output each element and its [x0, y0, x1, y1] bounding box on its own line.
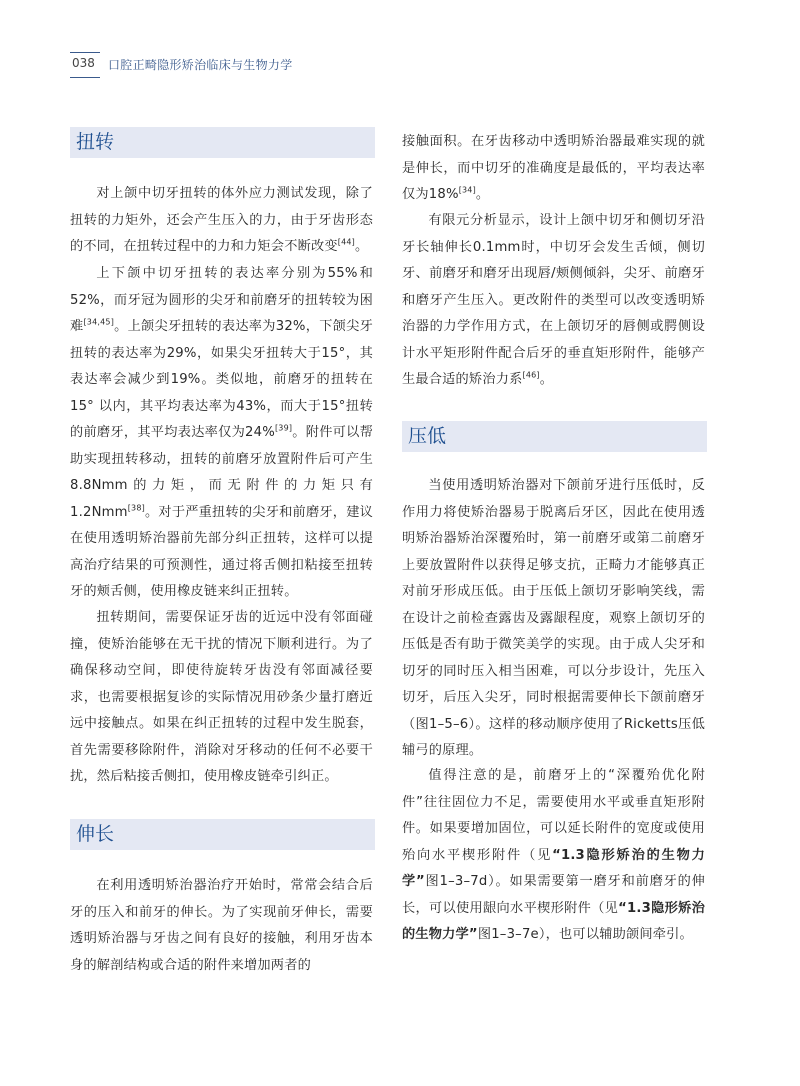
paragraph-rotation-1: 对上颌中切牙扭转的体外应力测试发现，除了扭转的力矩外，还会产生压入的力，由于牙齿形态的不同，在扭转过程中的力和力矩会不断改变[44]。	[70, 186, 373, 254]
paragraph-extrusion-1: 在利用透明矫治器治疗开始时，常常会结合后牙的压入和前牙的伸长。为了实现前牙伸长，需要透明矫治器与牙齿之间有良好的接触，利用牙齿本身的解剖结构或合适的附件来增加两者的	[70, 878, 373, 973]
cross-reference: “1.3隐形矫治的生物力学”	[402, 847, 705, 889]
citation: [39]	[274, 423, 293, 433]
paragraph-intrusion-1: 当使用透明矫治器对下颌前牙进行压低时，反作用力将使矫治器易于脱离后牙区，因此在使用透明矫治器矫治深覆殆时，第一前磨牙或第二前磨牙上要放置附件以获得足够支抗，正畸力才能够真正对前牙形成压低。由于压低上颌切牙影响笑线，需在设计之前检查露齿及露龈程度，观察上颌切牙的压低是否有助于微笑美学的实现。由于成人尖牙和切牙的同时压入相当困难，可以分步设计，先压入切牙，后压入尖牙，同时根据需要伸长下颌前磨牙（图1–5–6）。这样的移动顺序使用了Ricketts压低辅弓的原理。	[402, 478, 705, 758]
citation: [46]	[522, 370, 540, 380]
paragraph-extrusion-2: 有限元分析显示，设计上颌中切牙和侧切牙沿牙长轴伸长0.1mm时，中切牙会发生舌倾，侧切牙、前磨牙和磨牙出现唇/颊侧倾斜，尖牙、前磨牙和磨牙产生压入。更改附件的类型可以改变透明矫治器的力学作用方式，在上颌切牙的唇侧或腭侧设计水平矩形附件配合后牙的垂直矩形附件，能够产生最合适的矫治力系[46]。	[402, 213, 705, 387]
paragraph-intrusion-2: 值得注意的是，前磨牙上的“深覆殆优化附件”往往固位力不足，需要使用水平或垂直矩形附件。如果要增加固位，可以延长附件的宽度或使用殆向水平楔形附件（见“1.3隐形矫治的生物力学”图1–3–7d）。如果需要第一磨牙和前磨牙的伸长，可以使用龈向水平楔形附件（见“1.3隐形矫治的生物力学”图1–3–7e），也可以辅助颌间牵引。	[402, 768, 705, 942]
citation: [34,45]	[83, 317, 115, 327]
page-number: 038	[72, 56, 95, 70]
citation: [38]	[127, 503, 145, 513]
running-header-title: 口腔正畸隐形矫治临床与生物力学	[108, 58, 293, 72]
header-rule-bottom	[70, 77, 100, 78]
citation: [44]	[337, 237, 355, 247]
section-heading-intrusion: 压低	[402, 421, 707, 452]
paragraph-rotation-3: 扭转期间，需要保证牙齿的近远中没有邻面碰撞，使矫治能够在无干扰的情况下顺利进行。为了确保移动空间，即使待旋转牙齿没有邻面减径要求，也需要根据复诊的实际情况用砂条少量打磨近远中接触点。如果在纠正扭转的过程中发生脱套，首先需要移除附件，消除对牙移动的任何不必要干扰，然后粘接舌侧扣，使用橡皮链牵引纠正。	[70, 610, 373, 784]
header-rule-top	[70, 52, 100, 53]
citation: [34]	[458, 185, 476, 195]
section-heading-rotation: 扭转	[70, 127, 375, 158]
section-heading-extrusion: 伸长	[70, 819, 375, 850]
cross-reference: “1.3隐形矫治的生物力学”	[402, 900, 705, 942]
paragraph-rotation-2: 上下颌中切牙扭转的表达率分别为55%和52%，而牙冠为圆形的尖牙和前磨牙的扭转较为困难[34,45]。上颌尖牙扭转的表达率为32%，下颌尖牙扭转的表达率为29%，如果尖牙扭转大于15°，其表达率会减少到19%。类似地，前磨牙的扭转在15° 以内，其平均表达率为43%，而大于15°扭转的前磨牙，其平均表达率仅为24%[39]。附件可以帮助实现扭转移动，扭转的前磨牙放置附件后可产生8.8Nmm的力矩，而无附件的力矩只有1.2Nmm[38]。对于严重扭转的尖牙和前磨牙，建议在使用透明矫治器前先部分纠正扭转，这样可以提高治疗结果的可预测性，通过将舌侧扣粘接至扭转牙的颊舌侧，使用橡皮链来纠正扭转。	[70, 266, 374, 599]
paragraph-extrusion-continued: 接触面积。在牙齿移动中透明矫治器最难实现的就是伸长，而中切牙的准确度是最低的，平均表达率仅为18%[34]。	[402, 134, 705, 202]
